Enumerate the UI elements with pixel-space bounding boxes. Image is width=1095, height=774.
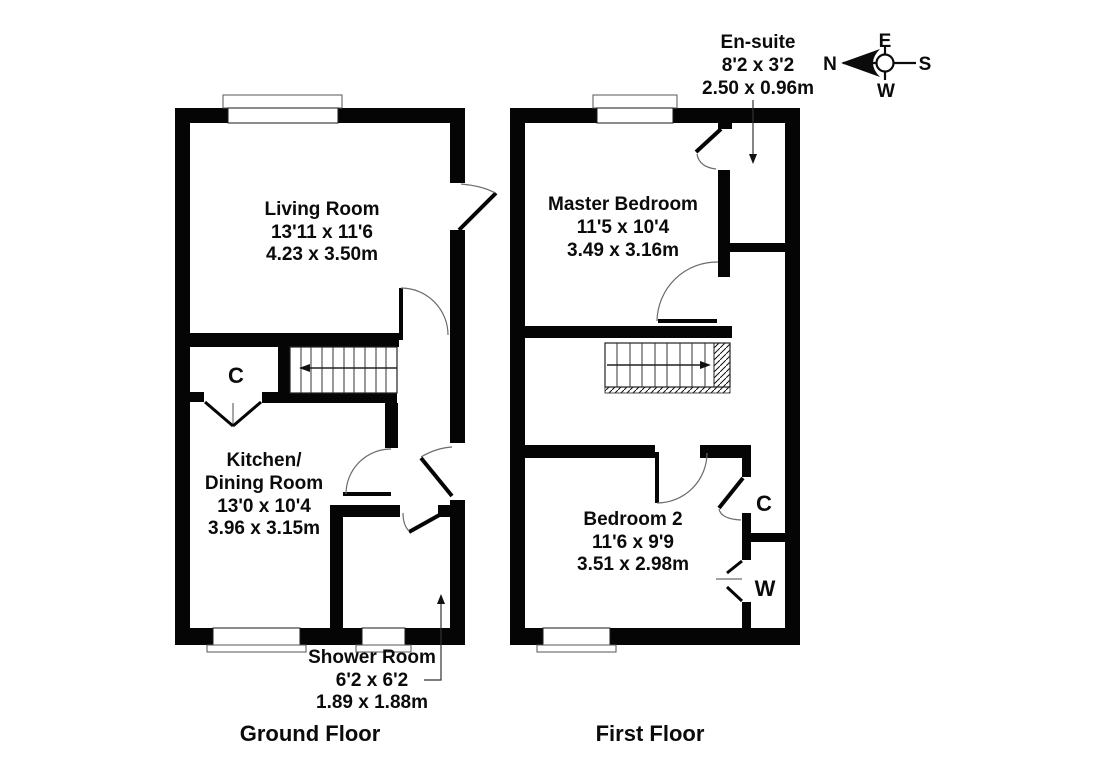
master-bedroom-label: Master Bedroom [548, 194, 698, 215]
first-floor-window-bottom [537, 628, 616, 652]
ensuite-label: En-suite [720, 32, 796, 53]
kitchen-metric: 3.96 x 3.15m [208, 518, 320, 539]
closet-door-first [719, 478, 743, 520]
ground-floor-window-bottom-left [207, 628, 306, 652]
master-bedroom-door [657, 262, 718, 326]
bedroom-2-metric: 3.51 x 2.98m [577, 554, 689, 575]
first-floor-stairs [605, 343, 730, 393]
kitchen-door [343, 449, 391, 494]
wardrobe-doors [716, 561, 742, 601]
wardrobe-label: W [754, 576, 776, 601]
back-door [421, 447, 452, 496]
bedroom-2-door [657, 452, 707, 503]
kitchen-imperial: 13'0 x 10'4 [217, 496, 311, 517]
closet-double-doors-ground [205, 402, 261, 426]
shower-room-imperial: 6'2 x 6'2 [335, 670, 409, 691]
ground-floor-stairs [290, 347, 397, 393]
compass-hub [877, 55, 894, 72]
ensuite-metric: 2.50 x 0.96m [702, 78, 814, 99]
ground-floor-plan [175, 95, 496, 746]
compass-east-label: E [878, 31, 892, 52]
master-bedroom-metric: 3.49 x 3.16m [567, 240, 679, 261]
living-room-door [401, 288, 448, 340]
ensuite-door [696, 129, 721, 169]
ground-closet-label: C [228, 363, 244, 388]
living-room-metric: 4.23 x 3.50m [266, 244, 378, 265]
kitchen-label-line2: Dining Room [204, 473, 324, 494]
bedroom-2-imperial: 11'6 x 9'9 [592, 532, 674, 553]
front-door [459, 184, 496, 230]
kitchen-label-line1: Kitchen/ [226, 450, 302, 471]
bedroom-2-label: Bedroom 2 [583, 509, 683, 530]
compass-west-label: W [877, 81, 895, 102]
compass-south-label: S [918, 54, 932, 75]
shower-room-label: Shower Room [308, 647, 436, 668]
shower-room-door [403, 513, 443, 532]
first-floor-title: First Floor [595, 721, 705, 746]
first-closet-label: C [756, 491, 772, 516]
ensuite-imperial: 8'2 x 3'2 [721, 55, 795, 76]
ground-floor-title: Ground Floor [239, 721, 381, 746]
first-floor-plan [510, 32, 814, 746]
ground-floor-window-top [223, 95, 342, 123]
first-floor-window-top [593, 95, 677, 123]
living-room-label: Living Room [264, 199, 380, 220]
living-room-imperial: 13'11 x 11'6 [270, 222, 374, 243]
shower-room-metric: 1.89 x 1.88m [316, 692, 428, 713]
compass [823, 31, 931, 102]
compass-north-label: N [823, 54, 837, 75]
master-bedroom-imperial: 11'5 x 10'4 [576, 217, 670, 238]
